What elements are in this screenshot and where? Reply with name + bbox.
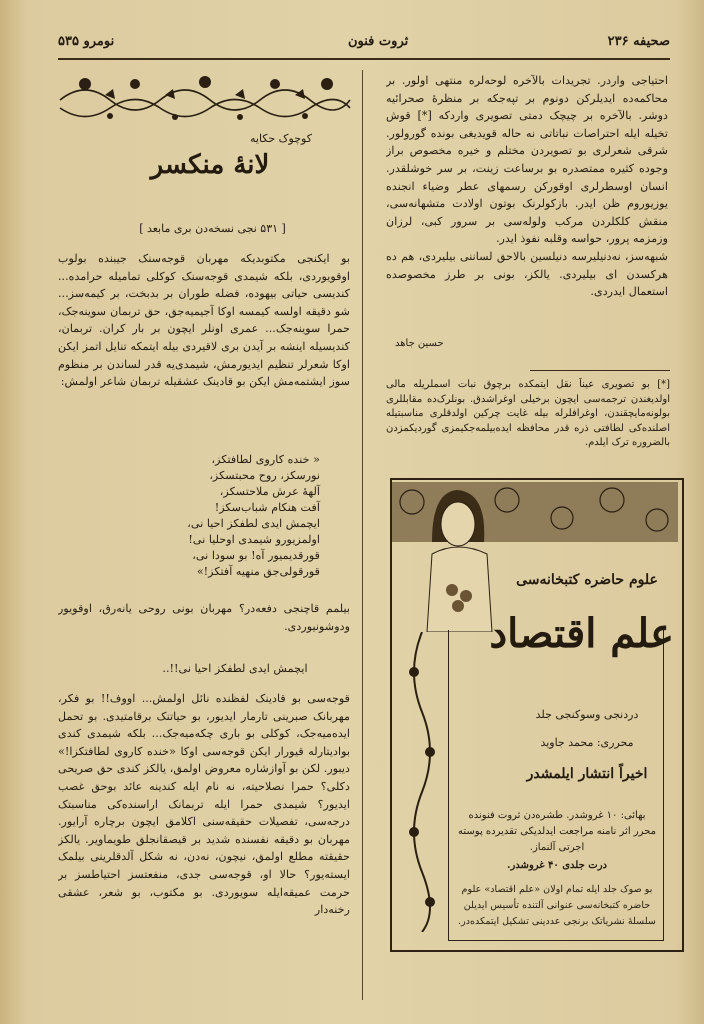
volume-label: دردنجی وسوکنجی جلد: [535, 708, 639, 721]
publication-notice: اخیراً انتشار ایلمشدر: [526, 766, 648, 782]
price-total: درت جلدی ۴۰ غروشدر.: [507, 860, 607, 871]
footnote: [*] بو تصویری عیناً نقل ایتمکده برچوق نبات اسملریله مالی اولدیغندن ترجمه‌سی ایچون برخیلی اوغراشدق. بونلرک‌ده مقابللری بولونه‌مایچقندن، اوغرافلرله بیله غایت چرکین اولدقلری مناسبتیله اصلنده‌کی لطافتی ذره قدر محافظه ایده‌بیلمه‌جکیمزی گوردیکمزدن بالضروره ترک ایلدم.: [386, 379, 670, 448]
poem-line: آلههٔ عرش ملاحتسکز،: [219, 485, 320, 498]
page-number: صحیفه ۲۳۶: [607, 34, 670, 49]
price-line: اجرتی آلنماز.: [529, 842, 585, 853]
footnote-rule: [530, 370, 670, 371]
poem-line: ایچمش ایدی لطفکز احیا نی،: [187, 517, 320, 530]
story-paragraph-1: بو ایکنجی مکتوبدیکه مهربان قوجه‌سنک جیبنده بولوب اوقویوردی، بلکه شیمدی قوجه‌سنک کوکلی تمامیله حرامده... کندیسی حیاتی بیهوده، فضله طوران بر بدبخت، بر کیمه‌سز... شو دقیقه اولسه کیمسه اوکا آجیمیه‌جق، حق تربمان سوینه‌جک، حمرا سوینه‌جک... عمری اونلر ایچون بر بار کران. تربمان، کندیسیله اینشه بر آیدن بری لاقیردی بیله ایتمکه تنایل اتمز ایکن اوکا شعرلر تنظیم ایدیورمش، شیمدی‌یه قدر لساندن بر منظوم سوز ایشتمه‌مش ایکن بو قادینک عشقیله تربمان شاعر اولمش:: [58, 252, 350, 389]
poem-line: اولمزیورو شیمدی اوحلیا نی!: [188, 533, 320, 546]
author-signature: حسین جاهد: [395, 338, 444, 349]
book-advertisement: [390, 478, 684, 952]
author-label: محرری: محمد جاوید: [540, 736, 634, 749]
story-quote: ایچمش ایدی لطفکز احیا نی!!..: [162, 662, 308, 675]
story-title: لانهٔ منکسر: [150, 150, 270, 180]
right-paragraph-2: شبهه‌سز، نه‌دنیلیرسه دنیلسین بالاحق لساننی بیلیردی، هم ده هرکسدن ای بیلیردی. یالکز، بونی بر طرز مخصوصده استعمال ایدردی.: [386, 249, 668, 299]
vine-border-ornament: [400, 632, 444, 932]
price-line: بهائی: ۱۰ غروشدر. طشره‌دن ثروت فنونده: [468, 810, 646, 821]
story-paragraph-3: قوجه‌سی بو قادینک لفظنده نائل اولمش... اووف!! بو فکر، مهربانک صبرینی تارمار ایدیور، بو حیاتنک برقامتیدی. بو تحمل ایده‌میه‌جک، کوکلی بو باری چکه‌میه‌جک... بلکه شیمدی کندی بوادیتارله قیورار ایکن قوجه‌سی اوکا «خنده کاروی لطافتکزا!» دیبور. لکن بو آوازشاره معروض اولمق، یالکز کندی حق صریحی دکلی؟ حمرا نصلاحیته، نه نام ایله کندینه عائد بوحق غصب ایدیور؟ شیمدی حمرا ایله تربمانک اراسنده‌کی مناسبتک درجه‌سی، تفصیلات حقیقه‌سنی اکلامق ایچون برچاره آرایور. مهربان بو دقیقه نفسنده شدید بر قیصقانجلق طویماویر. یالکز حقیقته مطلع اولمق، نیچون، نه‌دن، نه شکل آلدقلرینی بیلمک ایسته‌یور؟ حالا او، قوجه‌سی جدی، منفعتسز احتیاطسز بر حرمت عمیقه‌ایله سویوردی. بو مکتوب، بو شعر، عشقی رخنه‌دار: [58, 692, 350, 917]
column-divider: [362, 70, 363, 1000]
header-rule: [58, 58, 670, 60]
running-header: [58, 30, 670, 56]
poem-line: « خنده کاروی لطافتکز،: [211, 453, 320, 466]
series-note: سلسلهٔ نشریاتک برنجی عددینی تشکیل ایتمکده‌در.: [458, 916, 656, 927]
poem: [110, 452, 320, 580]
series-note: بو صوک جلد ایله تمام اولان «علم اقتصاد» علوم: [461, 884, 653, 895]
publisher-name: علوم حاضره کتبخانه‌سی: [516, 572, 658, 588]
story-paragraph-2: بیلمم قاچنجی دفعه‌در؟ مهربان بونی روحی یانه‌رق، اوقویور ودوشونیوردی.: [58, 602, 350, 633]
poem-line: قورقولی‌جق منهیه آفتکز!»: [196, 565, 320, 578]
poem-line: قورقدیمیور آه! بو سودا نی،: [192, 549, 320, 562]
poem-line: آفت هنکام شباب‌سکز!: [214, 501, 320, 514]
story-kicker: کوچوک حکایه: [250, 132, 312, 145]
magazine-title: ثروت فنون: [348, 34, 409, 49]
book-title: علم اقتصاد: [489, 610, 674, 657]
right-paragraph-1: احتیاجی واردر. تجریدات بالآخره لوحه‌لره منتهی اولور. بر محاکمه‌ده ایدیلرکن دونوم بر تپه‌جکه بر منظرهٔ صحرائیه دوشر. بالآخره بر چیچک دمتی تصویری واردکه [*] قوش تخیله ایله احتراصات نباتاتی نه حاله قویدیغی بونده گورولور. شرقی شعرلری بو تصویردن مختلم و خیره مخصوص براز وجوده کثیره ممتصدره بو برساعت زینت، بر سر خوشلقدر. انسان اوسطرلری اوقورکن رسمهای عطر وضیاء انجنده یوزیوروم ظن ایدر. بازکولرنک بوتون اولادت متشهانه‌سی، منقش کلکلردن مرکب ولوله‌سی بر سرور کبی، لرزان وزمزمه پرور، حواسه وقلبه نفوذ ایدر.: [386, 74, 668, 246]
price-line: محرر اثر نامنه مراجعت ایدلدیکی تقدیرده پوسته: [458, 826, 656, 837]
issue-number: نومرو ۵۳۵: [58, 34, 115, 49]
poem-line: نورسکز، روح محبتسکز،: [209, 469, 320, 482]
right-column-text: [386, 72, 668, 312]
story-subtitle: [ ۵۳۱ نجی نسخه‌دن بری مابعد ]: [139, 222, 286, 235]
floral-ornament: [55, 70, 355, 125]
series-note: حاضره کتبخانه‌سی عنوانی آلتنده تأسیس ایدیلن: [463, 900, 651, 911]
